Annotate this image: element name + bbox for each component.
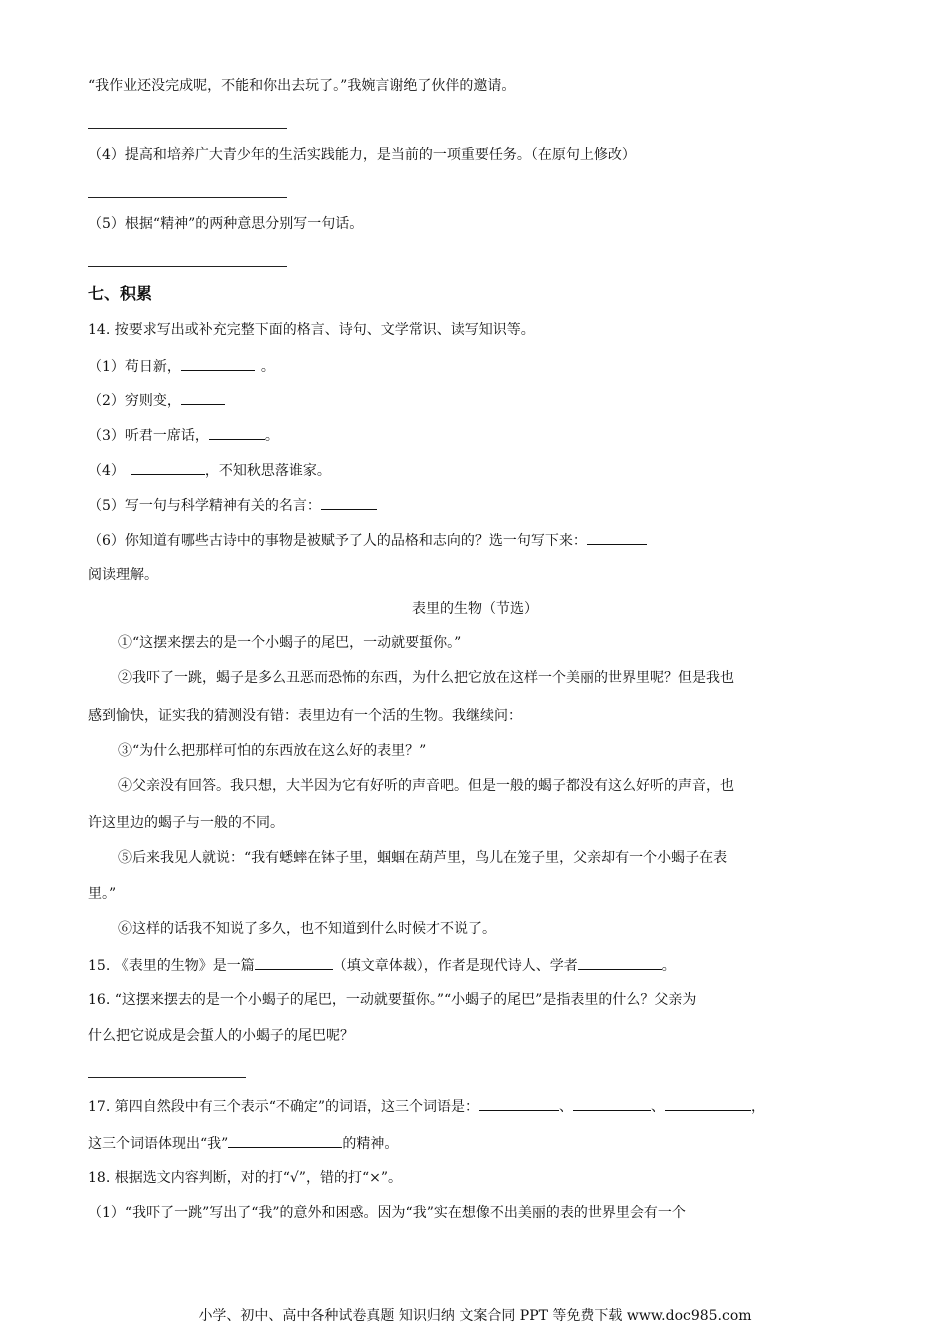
passage-title: 表里的生物（节选）: [412, 601, 538, 617]
text: 15. 《表里的生物》是一篇: [88, 958, 255, 974]
text: （4）: [88, 463, 125, 479]
question-14-4: [88, 460, 331, 481]
text: 。: [661, 958, 676, 974]
text: ，不知秋思落谁家。: [204, 463, 331, 479]
text: 。: [260, 359, 275, 375]
question-14-2: [88, 390, 225, 411]
blank[interactable]: [255, 955, 333, 970]
answer-line[interactable]: [88, 128, 287, 129]
paragraph: ④父亲没有回答。我只想，大半因为它有好听的声音吧。但是一般的蝎子都没有这么好听的声音，也: [118, 778, 734, 794]
text: 的精神。: [342, 1136, 399, 1152]
blank[interactable]: [479, 1096, 559, 1111]
paragraph: ③“为什么把那样可怕的东西放在这么好的表里？”: [118, 743, 427, 759]
question-14-6: [88, 530, 647, 551]
text: （5）写一句与科学精神有关的名言：: [88, 498, 321, 514]
question-17: [88, 1133, 398, 1154]
reading-label: 阅读理解。: [88, 567, 158, 583]
question-16: 什么把它说成是会蜇人的小蝎子的尾巴呢？: [88, 1028, 354, 1044]
paragraph: ①“这摆来摆去的是一个小蝎子的尾巴，一动就要蜇你。”: [118, 635, 462, 651]
question-14-1: [88, 356, 275, 377]
answer-line[interactable]: [88, 1077, 246, 1078]
paragraph: 许这里边的蝎子与一般的不同。: [88, 815, 284, 831]
section-heading: 七、积累: [88, 284, 153, 303]
text: 17. 第四自然段中有三个表示“不确定”的词语，这三个词语是：: [88, 1099, 480, 1115]
blank[interactable]: [181, 356, 255, 371]
paragraph: 感到愉快，证实我的猜测没有错：表里边有一个活的生物。我继续问：: [88, 708, 522, 724]
question-18-1: （1）“我吓了一跳”写出了“我”的意外和困惑。因为“我”实在想像不出美丽的表的世界里会有一个: [88, 1205, 686, 1221]
text: 这三个词语体现出“我”: [88, 1136, 229, 1152]
blank[interactable]: [181, 390, 225, 405]
question-16: 16. “这摆来摆去的是一个小蝎子的尾巴，一动就要蜇你。”“小蝎子的尾巴”是指表里的什么？父亲为: [88, 992, 697, 1008]
text: （2）穷则变，: [88, 393, 181, 409]
blank[interactable]: [573, 1096, 651, 1111]
blank[interactable]: [587, 530, 647, 545]
text: （填文章体裁），作者是现代诗人、学者: [332, 958, 578, 974]
blank[interactable]: [131, 460, 205, 475]
text: 、: [559, 1099, 574, 1115]
blank[interactable]: [209, 425, 265, 440]
paragraph: ⑥这样的话我不知说了多久，也不知道到什么时候才不说了。: [118, 921, 496, 937]
text: （6）你知道有哪些古诗中的事物是被赋予了人的品格和志向的？选一句写下来：: [88, 533, 587, 549]
text-line: （5）根据“精神”的两种意思分别写一句话。: [88, 216, 364, 232]
text: 、: [651, 1099, 666, 1115]
question-14-3: [88, 425, 279, 446]
question-18: 18. 根据选文内容判断，对的打“√”，错的打“×”。: [88, 1170, 402, 1186]
text: （1）苟日新，: [88, 359, 181, 375]
paragraph: 里。”: [88, 886, 117, 902]
question-14: 14. 按要求写出或补充完整下面的格言、诗句、文学常识、读写知识等。: [88, 322, 535, 338]
text-line: “我作业还没完成呢，不能和你出去玩了。”我婉言谢绝了伙伴的邀请。: [88, 78, 516, 94]
blank[interactable]: [665, 1096, 751, 1111]
paragraph: ⑤后来我见人就说：“我有蟋蟀在钵子里，蝈蝈在葫芦里，鸟儿在笼子里，父亲却有一个小蝎子在表: [118, 850, 728, 866]
question-15: [88, 955, 676, 976]
paragraph: ②我吓了一跳，蝎子是多么丑恶而恐怖的东西，为什么把它放在这样一个美丽的世界里呢？但是我也: [118, 670, 734, 686]
blank[interactable]: [228, 1133, 342, 1148]
answer-line[interactable]: [88, 197, 287, 198]
blank[interactable]: [578, 955, 662, 970]
text: ，: [751, 1099, 766, 1115]
text: 。: [264, 428, 279, 444]
blank[interactable]: [321, 495, 377, 510]
answer-line[interactable]: [88, 266, 287, 267]
question-17: [88, 1096, 765, 1117]
text: （3）听君一席话，: [88, 428, 209, 444]
question-14-5: [88, 495, 377, 516]
text-line: （4）提高和培养广大青少年的生活实践能力，是当前的一项重要任务。（在原句上修改）: [88, 147, 636, 163]
page-footer: 小学、初中、高中各种试卷真题 知识归纳 文案合同 PPT 等免费下载 www.doc985.com: [198, 1308, 752, 1324]
